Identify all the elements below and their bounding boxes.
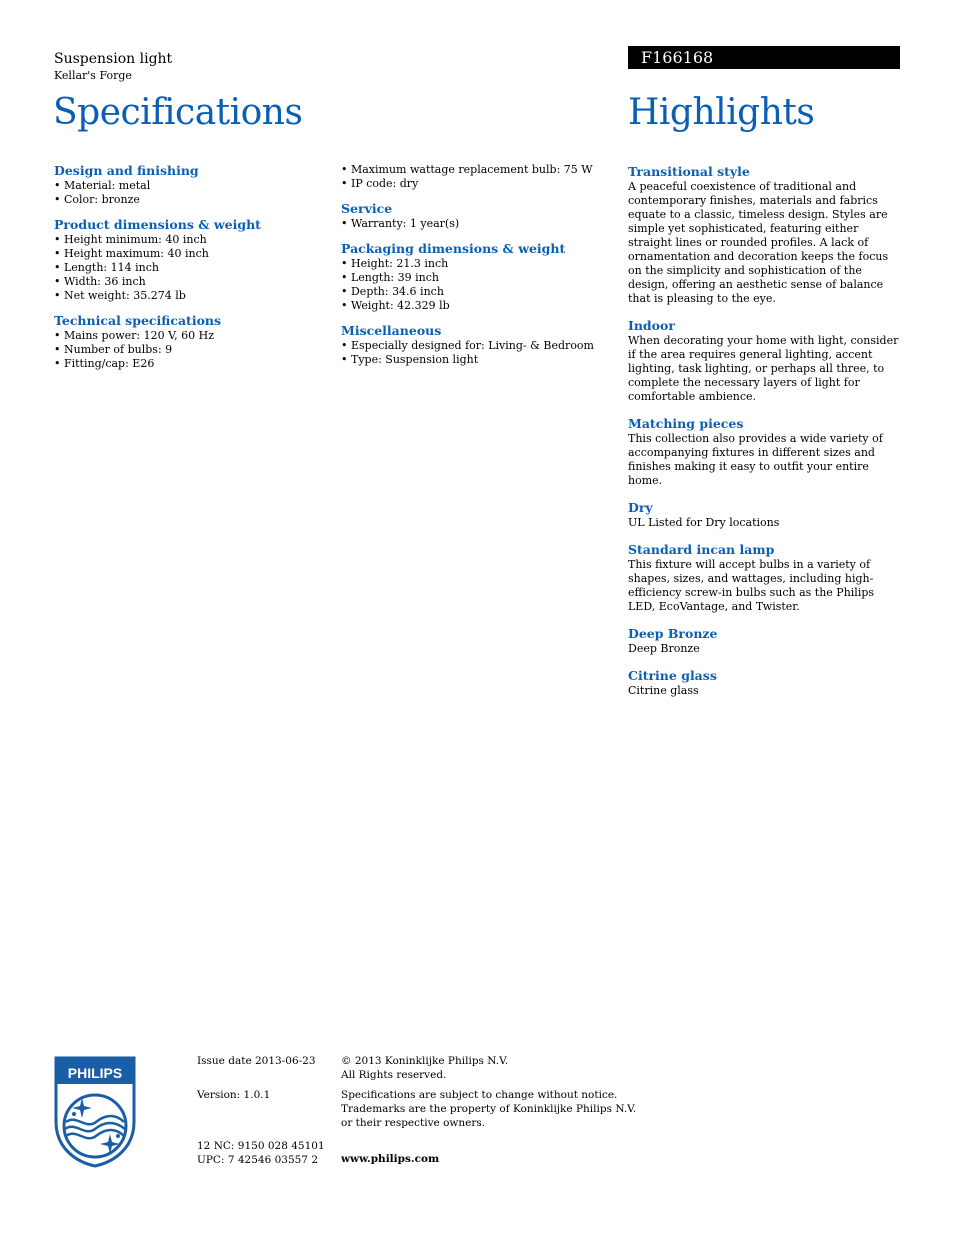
- spec-section: [54, 313, 324, 371]
- spec-section-heading: Design and finishing: [54, 163, 199, 178]
- issue-date: Issue date 2013-06-23: [197, 1055, 316, 1067]
- highlight-heading: Standard incan lamp: [628, 542, 775, 557]
- philips-logo: [54, 1056, 136, 1168]
- highlight-body: This collection also provides a wide variety of accompanying fixtures in different sizes and finishes making it easy to outfit your entire home.: [628, 432, 883, 487]
- specs-right-column: [341, 163, 601, 377]
- spec-item: • Length: 39 inch: [341, 271, 439, 284]
- spec-section: [54, 217, 324, 303]
- highlight-block: [628, 626, 902, 656]
- disclaimer-line: or their respective owners.: [341, 1117, 486, 1129]
- highlights-column: [628, 164, 902, 710]
- spec-item: • Net weight: 35.274 lb: [54, 289, 186, 302]
- spec-item: • Maximum wattage replacement bulb: 75 W: [341, 163, 593, 176]
- spec-section-heading: Technical specifications: [54, 313, 222, 328]
- highlight-block: [628, 164, 902, 306]
- spec-item: • Color: bronze: [54, 193, 140, 206]
- spec-item: • Height: 21.3 inch: [341, 257, 449, 270]
- website-link[interactable]: www.philips.com: [341, 1153, 440, 1165]
- highlight-block: [628, 668, 902, 698]
- spec-section-continued: [341, 163, 601, 191]
- product-code-bar: F166168: [628, 46, 900, 69]
- highlight-body: When decorating your home with light, consider if the area requires general lighting, accent lighting, task lighting, or perhaps all three, to complete the necessary layers of light for comfortable ambience.: [628, 334, 899, 403]
- product-collection: Kellar's Forge: [54, 69, 132, 82]
- spec-item: • Weight: 42.329 lb: [341, 299, 450, 312]
- highlight-block: [628, 500, 902, 530]
- spec-item: • Width: 36 inch: [54, 275, 146, 288]
- highlight-heading: Deep Bronze: [628, 626, 718, 641]
- highlight-block: [628, 416, 902, 488]
- spec-item: • IP code: dry: [341, 177, 419, 190]
- disclaimer-line: Trademarks are the property of Koninklijke Philips N.V.: [341, 1103, 637, 1115]
- spec-item: • Length: 114 inch: [54, 261, 159, 274]
- highlight-body: Citrine glass: [628, 684, 699, 697]
- spec-section-heading: Packaging dimensions & weight: [341, 241, 566, 256]
- spec-item: • Depth: 34.6 inch: [341, 285, 444, 298]
- product-type: Suspension light: [54, 51, 173, 67]
- disclaimer-line: Specifications are subject to change without notice.: [341, 1089, 618, 1101]
- highlight-body: A peaceful coexistence of traditional and contemporary finishes, materials and fabrics equate to a classic, timeless design. Styles are simple yet sophisticated, featuring either straight lines or rounded profiles. A lack of ornamentation and decoration keeps the focus on the simplicity and sophistication of the design, offering an aesthetic sense of balance that is pleasing to the eye.: [628, 180, 889, 305]
- philips-wordmark: PHILIPS: [67, 1065, 123, 1081]
- highlight-body: Deep Bronze: [628, 642, 700, 655]
- spec-item: • Fitting/cap: E26: [54, 357, 155, 370]
- highlights-title: Highlights: [628, 92, 815, 133]
- highlight-body: This fixture will accept bulbs in a variety of shapes, sizes, and wattages, including high-efficiency screw-in bulbs such as the Philips LED, EcoVantage, and Twister.: [628, 558, 875, 613]
- spec-item: • Mains power: 120 V, 60 Hz: [54, 329, 214, 342]
- spec-item: • Height minimum: 40 inch: [54, 233, 207, 246]
- specs-left-column: [54, 163, 324, 381]
- rights: All Rights reserved.: [341, 1069, 447, 1081]
- upc-code: UPC: 7 42546 03557 2: [197, 1154, 319, 1166]
- highlight-heading: Transitional style: [628, 164, 750, 179]
- copyright: © 2013 Koninklijke Philips N.V.: [341, 1055, 509, 1067]
- spec-section-heading: Product dimensions & weight: [54, 217, 261, 232]
- highlight-body: UL Listed for Dry locations: [628, 516, 780, 529]
- version: Version: 1.0.1: [197, 1089, 271, 1101]
- spec-section-heading: Miscellaneous: [341, 323, 442, 338]
- spec-section: [341, 201, 601, 231]
- spec-item: • Number of bulbs: 9: [54, 343, 173, 356]
- spec-item: • Warranty: 1 year(s): [341, 217, 460, 230]
- spec-item: • Type: Suspension light: [341, 353, 479, 366]
- highlight-block: [628, 542, 902, 614]
- highlight-heading: Matching pieces: [628, 416, 744, 431]
- spec-item: • Material: metal: [54, 179, 151, 192]
- highlight-heading: Dry: [628, 500, 653, 515]
- spec-item: • Height maximum: 40 inch: [54, 247, 209, 260]
- highlight-block: [628, 318, 902, 404]
- spec-section-heading: Service: [341, 201, 393, 216]
- philips-shield-icon: [54, 1056, 136, 1168]
- spec-section: [54, 163, 324, 207]
- highlight-heading: Citrine glass: [628, 668, 717, 683]
- highlight-heading: Indoor: [628, 318, 675, 333]
- specifications-title: Specifications: [53, 92, 303, 133]
- nc-code: 12 NC: 9150 028 45101: [197, 1140, 325, 1152]
- spec-section: [341, 323, 601, 367]
- spec-item: • Especially designed for: Living- & Bedroom: [341, 339, 594, 352]
- spec-section: [341, 241, 601, 313]
